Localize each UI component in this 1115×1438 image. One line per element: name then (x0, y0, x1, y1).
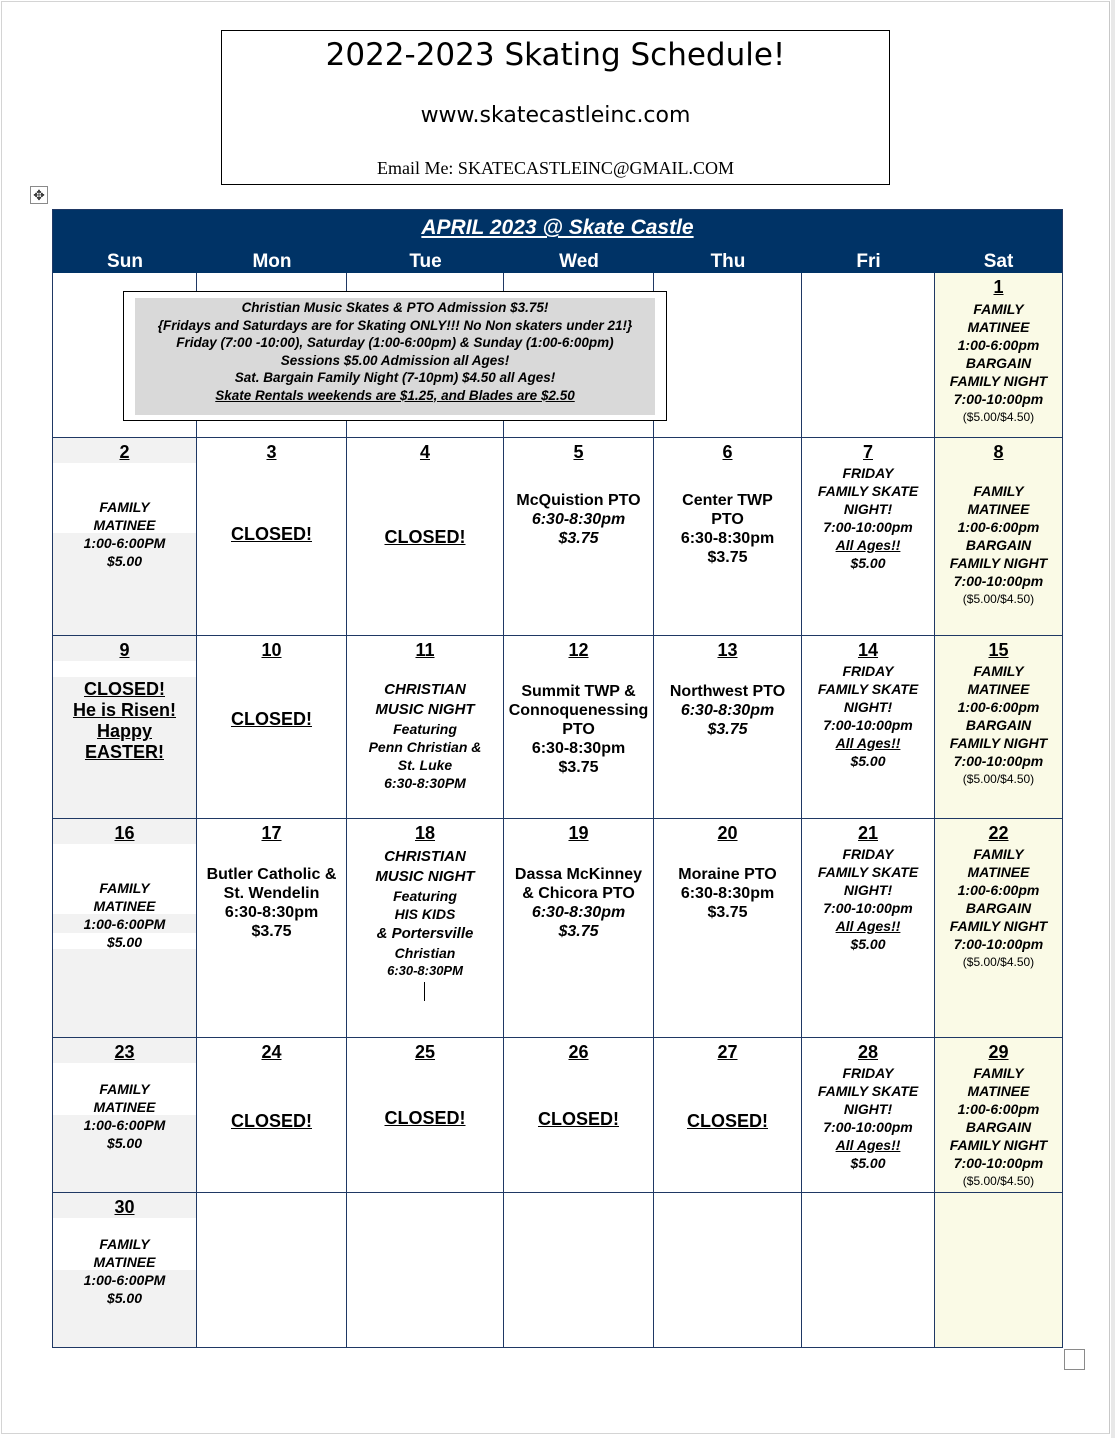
event-text: Northwest PTO 6:30-8:30pm $3.75 (669, 683, 786, 738)
day-cell-empty (802, 1193, 935, 1347)
day-cell-2 (53, 438, 197, 636)
date-number: 4 (419, 442, 430, 462)
day-cell-empty (654, 1193, 802, 1347)
saturday-events: FAMILY MATINEE 1:00-6:00pm BARGAIN FAMILY NIGHT 7:00-10:00pm ($5.00/$4.50) (949, 301, 1048, 424)
day-cell-empty (802, 273, 935, 438)
table-move-handle-icon[interactable]: ✥ (30, 186, 48, 204)
day-cell-11 (347, 636, 504, 819)
event-text: Moraine PTO 6:30-8:30pm $3.75 (678, 866, 777, 921)
calendar-header (53, 210, 1062, 273)
date-number: 30 (114, 1197, 135, 1217)
date-number: 22 (988, 823, 1009, 843)
date-number: 10 (261, 640, 282, 660)
schedule-header (221, 30, 890, 185)
date-number: 21 (857, 823, 879, 843)
easter-message: CLOSED! He is Risen! Happy EASTER! (72, 679, 177, 762)
date-number: 16 (114, 823, 135, 843)
closed-label: CLOSED! (384, 1108, 466, 1128)
friday-events: FRIDAY FAMILY SKATE NIGHT! 7:00-10:00pm All Ages!! $5.00 (817, 465, 919, 571)
event-text: Dassa McKinney & Chicora PTO 6:30-8:30pm $3.75 (514, 866, 643, 940)
day-name-sat: Sat (983, 251, 1014, 272)
day-cell-28 (802, 1038, 935, 1193)
day-cell-30 (53, 1193, 197, 1347)
day-cell-27 (654, 1038, 802, 1193)
day-cell-9 (53, 636, 197, 819)
day-name-sun: Sun (107, 251, 143, 272)
day-cell-13 (654, 636, 802, 819)
event-text: Summit TWP & Connoquenessing PTO 6:30-8:30pm $3.75 (508, 683, 649, 776)
date-number: 6 (722, 442, 733, 462)
admission-notice: Christian Music Skates & PTO Admission $3.75! {Fridays and Saturdays are for Skating ONLY!!! No Non skaters under 21!} Friday (7:00 -10:00), Saturday (1:00-6:00pm) & Sunday (1:00-6:00pm) Sessions $5.00 Admission all Ages! Sat. Bargain Family Night (7-10pm) $4.50 all Ages! Skate Rentals weekends are $1.25, and Blades are $2.50 (135, 298, 655, 415)
day-name-tue: Tue (409, 251, 442, 272)
date-number: 7 (862, 442, 873, 462)
day-cell-6 (654, 438, 802, 636)
date-number: 20 (717, 823, 738, 843)
closed-label: CLOSED! (687, 1111, 768, 1131)
day-cell-empty (347, 1193, 504, 1347)
day-cell-22 (935, 819, 1062, 1038)
date-number: 24 (261, 1042, 282, 1062)
day-cell-26 (504, 1038, 654, 1193)
day-cell-29 (935, 1038, 1062, 1193)
day-cell-17 (197, 819, 347, 1038)
friday-events: FRIDAY FAMILY SKATE NIGHT! 7:00-10:00pm All Ages!! $5.00 (817, 663, 919, 769)
day-cell-empty (935, 1193, 1062, 1347)
date-number: 18 (414, 823, 436, 843)
event-text: McQuistion PTO 6:30-8:30pm $3.75 (516, 492, 641, 547)
sunday-events: FAMILY MATINEE 1:00-6:00PM $5.00 (83, 499, 166, 569)
day-cell-12 (504, 636, 654, 819)
table-resize-handle-icon[interactable] (1064, 1349, 1085, 1370)
day-name-thu: Thu (710, 251, 746, 272)
day-name-fri: Fri (856, 251, 881, 272)
saturday-events: FAMILY MATINEE 1:00-6:00pm BARGAIN FAMILY NIGHT 7:00-10:00pm ($5.00/$4.50) (949, 846, 1048, 969)
date-number: 29 (988, 1042, 1009, 1062)
date-number: 8 (993, 442, 1004, 462)
date-number: 26 (568, 1042, 589, 1062)
day-cell-25 (347, 1038, 504, 1193)
calendar-title: APRIL 2023 @ Skate Castle (421, 216, 694, 239)
day-cell-24 (197, 1038, 347, 1193)
sunday-band (53, 661, 196, 677)
day-cell-8 (935, 438, 1062, 636)
sunday-events: FAMILY MATINEE 1:00-6:00PM $5.00 (83, 1236, 166, 1306)
event-text: CHRISTIAN MUSIC NIGHT Featuring Penn Christian & St. Luke 6:30-8:30PM (368, 681, 482, 791)
date-number: 5 (573, 442, 584, 462)
day-cell-18 (347, 819, 504, 1038)
saturday-events: FAMILY MATINEE 1:00-6:00pm BARGAIN FAMILY NIGHT 7:00-10:00pm ($5.00/$4.50) (949, 1065, 1048, 1188)
date-number: 14 (857, 640, 879, 660)
date-number: 1 (993, 277, 1004, 297)
day-cell-20 (654, 819, 802, 1038)
schedule-title: 2022-2023 Skating Schedule! (325, 37, 786, 73)
event-text: Center TWP PTO 6:30-8:30pm $3.75 (680, 492, 775, 566)
day-cell-19 (504, 819, 654, 1038)
day-cell-15 (935, 636, 1062, 819)
day-cell-3 (197, 438, 347, 636)
friday-events: FRIDAY FAMILY SKATE NIGHT! 7:00-10:00pm All Ages!! $5.00 (817, 846, 919, 952)
saturday-events: FAMILY MATINEE 1:00-6:00pm BARGAIN FAMILY NIGHT 7:00-10:00pm ($5.00/$4.50) (949, 663, 1048, 786)
closed-label: CLOSED! (231, 709, 312, 729)
friday-events: FRIDAY FAMILY SKATE NIGHT! 7:00-10:00pm All Ages!! $5.00 (817, 1065, 919, 1171)
date-number: 28 (857, 1042, 879, 1062)
day-cell-1 (935, 273, 1062, 438)
day-cell-10 (197, 636, 347, 819)
date-number: 17 (261, 823, 282, 843)
date-number: 25 (414, 1042, 436, 1062)
date-number: 11 (415, 640, 435, 660)
text-cursor (424, 982, 425, 1001)
scrollbar-edge[interactable] (1111, 0, 1115, 1438)
day-cell-4 (347, 438, 504, 636)
event-text: CHRISTIAN MUSIC NIGHT Featuring HIS KIDS & Portersville Christian 6:30-8:30PM (375, 848, 475, 978)
day-cell-5 (504, 438, 654, 636)
website-url: www.skatecastleinc.com (420, 103, 691, 128)
day-cell-empty (197, 1193, 347, 1347)
saturday-events: FAMILY MATINEE 1:00-6:00pm BARGAIN FAMILY NIGHT 7:00-10:00pm ($5.00/$4.50) (949, 483, 1048, 606)
date-number: 13 (717, 640, 738, 660)
day-cell-7 (802, 438, 935, 636)
date-number: 19 (568, 823, 589, 843)
sunday-events: FAMILY MATINEE 1:00-6:00PM $5.00 (83, 1081, 166, 1151)
date-number: 3 (266, 442, 277, 462)
day-name-wed: Wed (559, 251, 599, 272)
closed-label: CLOSED! (384, 527, 466, 547)
day-name-mon: Mon (252, 251, 292, 272)
date-number: 15 (988, 640, 1009, 660)
date-number: 23 (114, 1042, 135, 1062)
sunday-events: FAMILY MATINEE 1:00-6:00PM $5.00 (83, 880, 166, 950)
date-number: 27 (717, 1042, 738, 1062)
date-number: 12 (568, 640, 589, 660)
closed-label: CLOSED! (538, 1109, 619, 1129)
closed-label: CLOSED! (231, 1111, 312, 1131)
day-cell-21 (802, 819, 935, 1038)
day-cell-23 (53, 1038, 197, 1193)
closed-label: CLOSED! (231, 524, 312, 544)
day-cell-14 (802, 636, 935, 819)
contact-email: Email Me: SKATECASTLEINC@GMAIL.COM (376, 158, 735, 178)
day-cell-empty (654, 273, 802, 438)
admission-notice-box (123, 291, 667, 421)
day-cell-empty (504, 1193, 654, 1347)
day-cell-16 (53, 819, 197, 1038)
date-number: 9 (119, 640, 130, 660)
date-number: 2 (119, 442, 130, 462)
event-text: Butler Catholic & St. Wendelin 6:30-8:30pm $3.75 (206, 866, 337, 940)
